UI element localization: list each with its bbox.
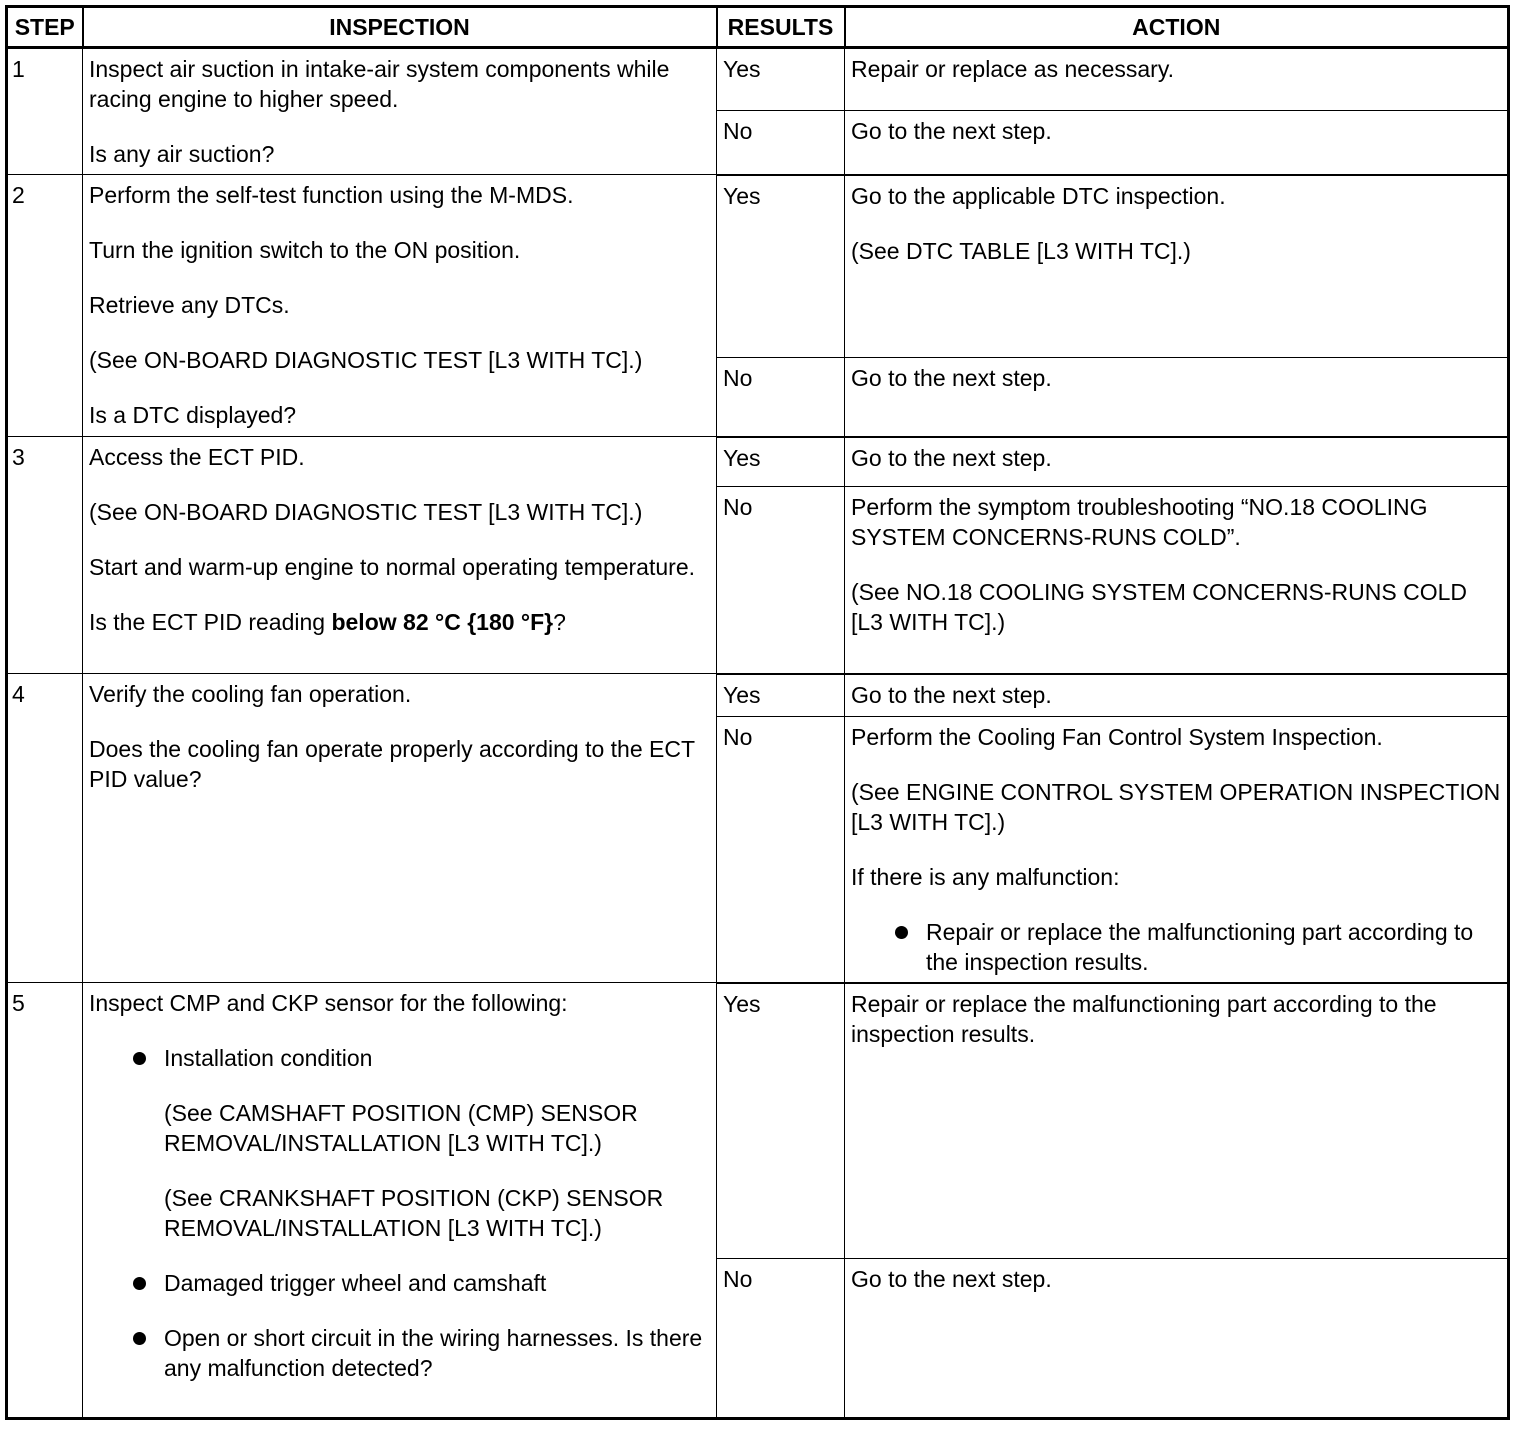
step-number: 3: [7, 437, 83, 674]
action-text: Go to the applicable DTC inspection.: [851, 182, 1226, 209]
inspection-cell: [83, 48, 717, 175]
list-item-text: Installation condition: [164, 1045, 373, 1071]
question-suffix: ?: [553, 609, 566, 635]
action-cell: [845, 983, 1509, 1259]
action-cell: [845, 48, 1509, 111]
action-cell: [845, 674, 1509, 717]
inspection-text: Access the ECT PID.: [89, 444, 305, 470]
inspection-question: [89, 607, 710, 637]
result-yes: Yes: [717, 48, 845, 111]
result-yes: Yes: [717, 983, 845, 1259]
inspection-text: Turn the ignition switch to the ON position.: [89, 237, 521, 263]
result-no: No: [717, 111, 845, 175]
table-row: [7, 674, 1509, 717]
inspection-text: Verify the cooling fan operation.: [89, 681, 412, 707]
result-yes: Yes: [717, 437, 845, 487]
action-cell: [845, 175, 1509, 358]
result-no: No: [717, 1259, 845, 1419]
action-text: Go to the next step.: [851, 118, 1052, 144]
inspection-text: Perform the self-test function using the M-MDS.: [89, 182, 574, 208]
action-cell: [845, 487, 1509, 674]
action-text: Go to the next step.: [851, 444, 1052, 471]
action-reference: (See DTC TABLE [L3 WITH TC].): [851, 237, 1191, 264]
action-cell: [845, 111, 1509, 175]
bullet-icon: [133, 1052, 146, 1065]
list-item: [851, 917, 1501, 977]
inspection-reference: (See ON-BOARD DIAGNOSTIC TEST [L3 WITH TC].): [89, 499, 643, 525]
inspection-text: Inspect CMP and CKP sensor for the following:: [89, 990, 568, 1016]
header-row: [7, 7, 1509, 48]
inspection-cell: [83, 983, 717, 1419]
result-no: No: [717, 358, 845, 437]
list-item-text: Repair or replace the malfunctioning part according to the inspection results.: [926, 919, 1474, 975]
table-row: [7, 437, 1509, 487]
question-prefix: Is the ECT PID reading: [89, 609, 332, 635]
action-cell: [845, 437, 1509, 487]
bullet-icon: [133, 1277, 146, 1290]
inspection-cell: [83, 674, 717, 983]
step-number: 5: [7, 983, 83, 1419]
action-text: Perform the symptom troubleshooting “NO.18 COOLING SYSTEM CONCERNS-RUNS COLD”.: [851, 494, 1428, 550]
action-text: Go to the next step.: [851, 365, 1052, 391]
action-text: If there is any malfunction:: [851, 864, 1120, 890]
inspection-reference: (See CAMSHAFT POSITION (CMP) SENSOR REMOVAL/INSTALLATION [L3 WITH TC].): [164, 1100, 638, 1156]
result-no: No: [717, 717, 845, 983]
inspection-bullet-list: [89, 1268, 710, 1383]
action-text: Perform the Cooling Fan Control System Inspection.: [851, 724, 1383, 750]
list-item-text: Damaged trigger wheel and camshaft: [164, 1270, 547, 1296]
action-text: Repair or replace the malfunctioning part according to the inspection results.: [851, 990, 1437, 1047]
inspection-text: Start and warm-up engine to normal operating temperature.: [89, 554, 695, 580]
action-text: Repair or replace as necessary.: [851, 56, 1174, 82]
header-action: ACTION: [845, 7, 1509, 48]
inspection-question: Is a DTC displayed?: [89, 402, 297, 428]
header-inspection: INSPECTION: [83, 7, 717, 48]
list-item: [89, 1323, 710, 1383]
inspection-reference: (See ON-BOARD DIAGNOSTIC TEST [L3 WITH TC].): [89, 347, 643, 373]
action-bullet-list: [851, 917, 1501, 977]
result-no: No: [717, 487, 845, 674]
step-number: 4: [7, 674, 83, 983]
action-reference: (See ENGINE CONTROL SYSTEM OPERATION INSPECTION [L3 WITH TC].): [851, 779, 1501, 835]
table-row: [7, 175, 1509, 358]
table-row: [7, 48, 1509, 111]
question-threshold: below 82 °C {180 °F}: [331, 609, 554, 635]
action-reference: (See NO.18 COOLING SYSTEM CONCERNS-RUNS COLD [L3 WITH TC].): [851, 579, 1468, 635]
bullet-icon: [133, 1332, 146, 1345]
action-text: Go to the next step.: [851, 681, 1052, 708]
list-item-text: Open or short circuit in the wiring harnesses. Is there any malfunction detected?: [164, 1325, 703, 1381]
step-number: 2: [7, 175, 83, 437]
inspection-text: Inspect air suction in intake-air system components while racing engine to higher speed.: [89, 56, 670, 112]
table-row: [7, 983, 1509, 1259]
inspection-cell: [83, 437, 717, 674]
action-text: Go to the next step.: [851, 1266, 1052, 1292]
result-yes: Yes: [717, 674, 845, 717]
action-cell: [845, 358, 1509, 437]
inspection-text: Retrieve any DTCs.: [89, 292, 290, 318]
list-item: [89, 1268, 710, 1298]
action-cell: [845, 1259, 1509, 1419]
inspection-question: Is any air suction?: [89, 141, 275, 167]
inspection-question: Does the cooling fan operate properly according to the ECT PID value?: [89, 736, 695, 792]
inspection-cell: [83, 175, 717, 437]
header-step: STEP: [7, 7, 83, 48]
inspection-bullet-list: [89, 1043, 710, 1073]
action-cell: [845, 717, 1509, 983]
result-yes: Yes: [717, 175, 845, 358]
header-results: RESULTS: [717, 7, 845, 48]
troubleshooting-table: [5, 5, 1510, 1420]
step-number: 1: [7, 48, 83, 175]
bullet-icon: [895, 926, 908, 939]
list-item: [89, 1043, 710, 1073]
inspection-reference: (See CRANKSHAFT POSITION (CKP) SENSOR REMOVAL/INSTALLATION [L3 WITH TC].): [164, 1185, 664, 1241]
